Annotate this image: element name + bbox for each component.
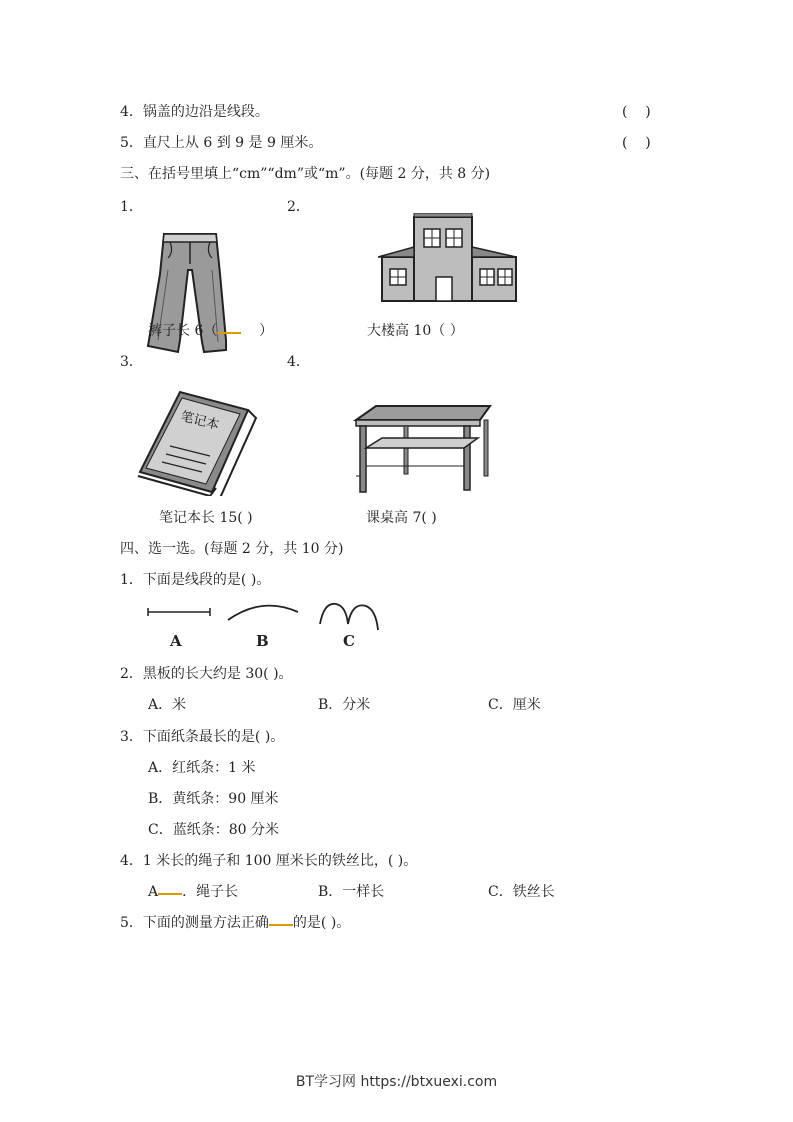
option-c-label[interactable]: C xyxy=(343,632,355,650)
q4-4-option-b[interactable]: B．一样长 xyxy=(318,884,385,900)
q4-4-option-a[interactable] xyxy=(148,882,238,902)
q4-3-option-a[interactable]: A．红纸条：1 米 xyxy=(148,760,256,776)
judge-item-4: 4．锅盖的边沿是线段。 xyxy=(120,104,269,120)
building-illustration xyxy=(378,213,520,303)
caption-pants xyxy=(148,321,273,341)
option-b-label[interactable]: B xyxy=(256,632,269,650)
q4-3-option-b[interactable]: B．黄纸条：90 厘米 xyxy=(148,791,279,807)
answer-mark-q5 xyxy=(269,924,293,926)
judge-item-5: 5．直尺上从 6 到 9 是 9 厘米。 xyxy=(120,135,323,151)
q4-2-option-a[interactable]: A．米 xyxy=(148,697,187,713)
caption-pants-close: ） xyxy=(259,323,274,339)
q4-4-option-a-suffix: ．绳子长 xyxy=(182,884,239,900)
desk-illustration xyxy=(352,404,494,494)
q3-3-number: 3． xyxy=(120,354,143,370)
answer-blank-judge-4[interactable]: ( ) xyxy=(622,104,651,120)
q4-5-stem-start: 5．下面的测量方法正确 xyxy=(120,915,269,931)
answer-blank-pants[interactable] xyxy=(217,332,241,334)
section4-heading: 四、选一选。(每题 2 分，共 10 分) xyxy=(120,541,344,557)
answer-blank-judge-5[interactable]: ( ) xyxy=(622,135,651,151)
q4-5-stem-end: 的是( )。 xyxy=(292,915,351,931)
q4-5-stem xyxy=(120,913,350,933)
curve-line-b xyxy=(228,606,298,620)
caption-desk[interactable]: 课桌高 7( ) xyxy=(366,510,437,526)
curve-line-c xyxy=(320,604,378,630)
q4-4-stem: 4．1 米长的绳子和 100 厘米长的铁丝比，( )。 xyxy=(120,853,418,869)
q3-4-number: 4． xyxy=(287,354,310,370)
segment-line-a xyxy=(148,608,210,616)
q4-3-stem: 3．下面纸条最长的是( )。 xyxy=(120,729,285,745)
option-a-label[interactable]: A xyxy=(170,632,182,650)
notebook-cover-text: 笔记本 xyxy=(179,409,221,434)
caption-notebook[interactable]: 笔记本长 15( ) xyxy=(159,510,253,526)
q4-2-option-b[interactable]: B．分米 xyxy=(318,697,371,713)
section3-heading: 三、在括号里填上“cm”“dm”或“m”。(每题 2 分，共 8 分) xyxy=(120,166,491,182)
q4-2-option-c[interactable]: C．厘米 xyxy=(488,697,541,713)
answer-mark-a xyxy=(158,893,182,895)
q4-4-option-a-prefix: A xyxy=(148,884,159,900)
q3-2-number: 2． xyxy=(287,199,310,215)
q4-4-option-c[interactable]: C．铁丝长 xyxy=(488,884,555,900)
q3-1-number: 1． xyxy=(120,199,143,215)
q4-2-stem: 2．黑板的长大约是 30( )。 xyxy=(120,666,293,682)
q4-3-option-c[interactable]: C．蓝纸条：80 分米 xyxy=(148,822,279,838)
caption-building[interactable]: 大楼高 10（ ） xyxy=(367,323,464,339)
page-footer[interactable]: BT学习网 https://btxuexi.com xyxy=(295,1074,498,1090)
q4-1-stem: 1．下面是线段的是( )。 xyxy=(120,572,271,588)
caption-pants-text: 裤子长 6（ xyxy=(148,323,218,339)
notebook-illustration xyxy=(136,388,260,496)
